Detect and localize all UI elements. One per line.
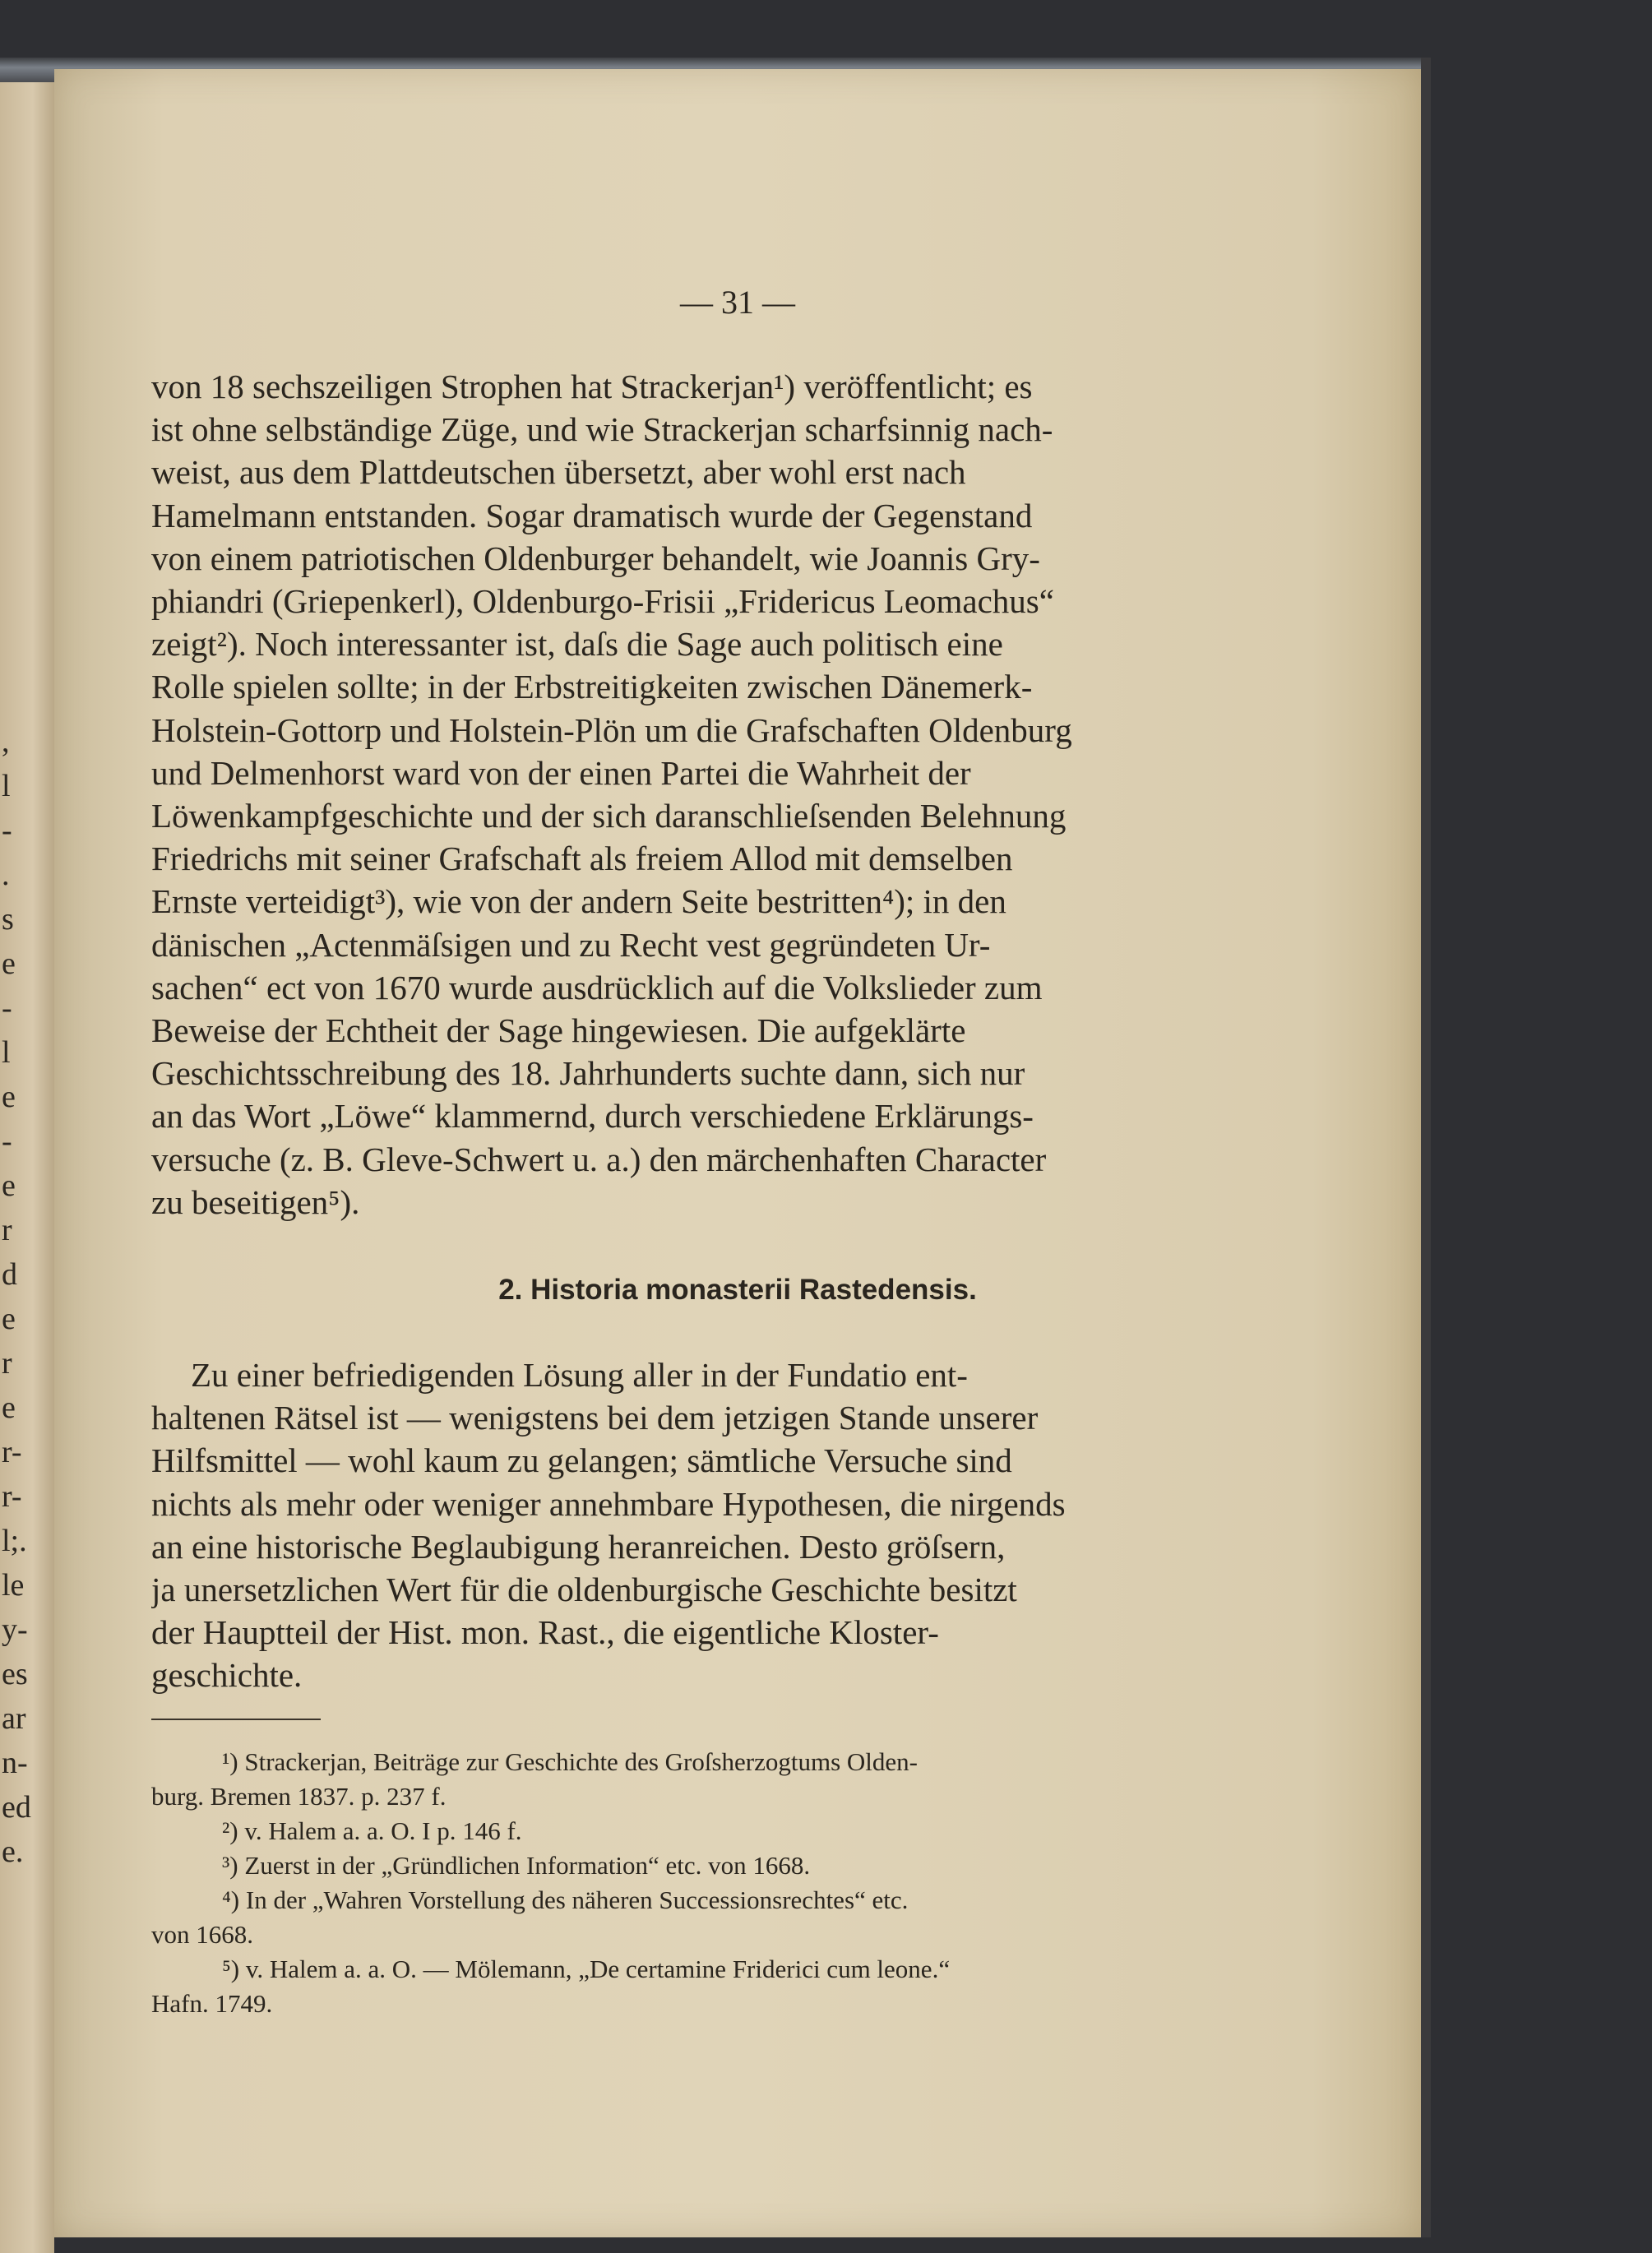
- text-line: an eine historische Beglaubigung heranreichen. Desto gröſsern,: [151, 1527, 1006, 1566]
- footnote-line: von 1668.: [151, 1920, 253, 1949]
- footnote-line: ⁴) In der „Wahren Vorstellung des näheren Successionsrechtes“ etc.: [222, 1885, 909, 1914]
- left-page-fragment: e: [2, 1302, 16, 1336]
- left-page-fragment: r: [2, 1346, 12, 1381]
- left-page-fragment: -: [2, 813, 12, 848]
- book-spine: [1421, 58, 1431, 2237]
- left-page-fragment: ar: [2, 1701, 26, 1736]
- left-page-fragment: e: [2, 1080, 16, 1114]
- text-line: Hilfsmittel — wohl kaum zu gelangen; sämtliche Versuche sind: [151, 1441, 1012, 1480]
- left-page-fragment: ed: [2, 1790, 31, 1825]
- footnote-line: ²) v. Halem a. a. O. I p. 146 f.: [222, 1816, 522, 1845]
- left-page-fragment: .: [2, 858, 10, 892]
- footnote-line: ³) Zuerst in der „Gründlichen Information“ etc. von 1668.: [222, 1851, 811, 1880]
- section-heading: 2. Historia monasterii Rastedensis.: [498, 1274, 977, 1306]
- text-line: Ernste verteidigt³), wie von der andern Seite bestritten⁴); in den: [151, 882, 1006, 921]
- text-line: phiandri (Griepenkerl), Oldenburgo-Frisii „Fridericus Leomachus“: [151, 582, 1054, 621]
- left-page-fragment: l: [2, 769, 11, 803]
- left-page-fragment: l: [2, 1035, 11, 1070]
- left-page-fragment: l;.: [2, 1524, 27, 1558]
- left-page-fragment: r-: [2, 1435, 22, 1469]
- text-line: haltenen Rätsel ist — wenigstens bei dem jetzigen Stande unserer: [151, 1399, 1039, 1437]
- text-line: Friedrichs mit seiner Grafschaft als freiem Allod mit demselben: [151, 840, 1013, 878]
- left-page-fragment: y-: [2, 1612, 28, 1647]
- left-page-fragment: e: [2, 1168, 16, 1203]
- text-line: dänischen „Actenmäſsigen und zu Recht vest gegründeten Ur-: [151, 925, 991, 964]
- text-line: ist ohne selbständige Züge, und wie Strackerjan scharfsinnig nach-: [151, 410, 1053, 449]
- left-facing-page-edge: [0, 82, 54, 2253]
- footnote-line: burg. Bremen 1837. p. 237 f.: [151, 1782, 447, 1811]
- left-page-fragment: ,: [2, 724, 10, 759]
- text-line: von 18 sechszeiligen Strophen hat Strackerjan¹) veröffentlicht; es: [151, 368, 1033, 405]
- footnotes: [151, 1745, 1248, 2021]
- text-line: versuche (z. B. Gleve-Schwert u. a.) den märchenhaften Character: [151, 1140, 1047, 1178]
- left-page-fragment: le: [2, 1568, 25, 1603]
- text-line: weist, aus dem Plattdeutschen übersetzt, aber wohl erst nach: [151, 453, 966, 492]
- text-line: Löwenkampfgeschichte und der sich daranschlieſsenden Belehnung: [151, 797, 1067, 835]
- left-page-fragment: e: [2, 1390, 16, 1425]
- page-number: — 31 —: [680, 284, 795, 321]
- text-line: Zu einer befriedigenden Lösung aller in der Fundatio ent-: [191, 1356, 968, 1394]
- text-line: ja unersetzlichen Wert für die oldenburgische Geschichte besitzt: [151, 1571, 1017, 1609]
- left-page-fragment: n-: [2, 1746, 28, 1780]
- footnote-rule: [151, 1719, 321, 1720]
- left-page-fragment: r: [2, 1213, 12, 1247]
- footnote-line: ¹) Strackerjan, Beiträge zur Geschichte des Groſsherzogtums Olden-: [222, 1747, 918, 1776]
- text-line: Holstein-Gottorp und Holstein-Plön um die Grafschaften Oldenburg: [151, 710, 1072, 749]
- paragraph-2: [151, 1353, 1248, 1697]
- footnote-line: Hafn. 1749.: [151, 1989, 273, 2018]
- left-page-fragment: s: [2, 902, 14, 937]
- text-line: Rolle spielen sollte; in der Erbstreitigkeiten zwischen Dänemerk-: [151, 668, 1033, 706]
- text-line: an das Wort „Löwe“ klammernd, durch verschiedene Erklärungs-: [151, 1097, 1034, 1136]
- text-line: Geschichtsschreibung des 18. Jahrhunderts suchte dann, sich nur: [151, 1054, 1025, 1093]
- left-page-text-fragments: [0, 82, 54, 2253]
- left-page-fragment: e: [2, 946, 16, 981]
- text-line: Hamelmann entstanden. Sogar dramatisch wurde der Gegenstand: [151, 496, 1033, 534]
- text-line: geschichte.: [151, 1656, 303, 1695]
- text-line: und Delmenhorst ward von der einen Partei die Wahrheit der: [151, 753, 971, 792]
- left-page-fragment: r-: [2, 1479, 22, 1514]
- paragraph-1: [151, 365, 1248, 1224]
- text-line: von einem patriotischen Oldenburger behandelt, wie Joannis Gry-: [151, 539, 1040, 577]
- text-line: sachen“ ect von 1670 wurde ausdrücklich auf die Volkslieder zum: [151, 968, 1043, 1006]
- left-page-fragment: -: [2, 991, 12, 1025]
- text-line: zeigt²). Noch interessanter ist, daſs die Sage auch politisch eine: [151, 625, 1003, 664]
- book-page: [54, 69, 1421, 2237]
- left-page-fragment: e.: [2, 1834, 24, 1869]
- text-line: Beweise der Echtheit der Sage hingewiesen. Die aufgeklärte: [151, 1011, 966, 1050]
- text-line: nichts als mehr oder weniger annehmbare Hypothesen, die nirgends: [151, 1484, 1066, 1523]
- left-page-fragment: -: [2, 1124, 12, 1159]
- footnote-line: ⁵) v. Halem a. a. O. — Mölemann, „De certamine Friderici cum leone.“: [222, 1955, 951, 1983]
- text-line: der Hauptteil der Hist. mon. Rast., die eigentliche Kloster-: [151, 1613, 939, 1652]
- text-line: zu beseitigen⁵).: [151, 1182, 360, 1221]
- left-page-fragment: es: [2, 1657, 28, 1691]
- left-page-fragment: d: [2, 1257, 17, 1292]
